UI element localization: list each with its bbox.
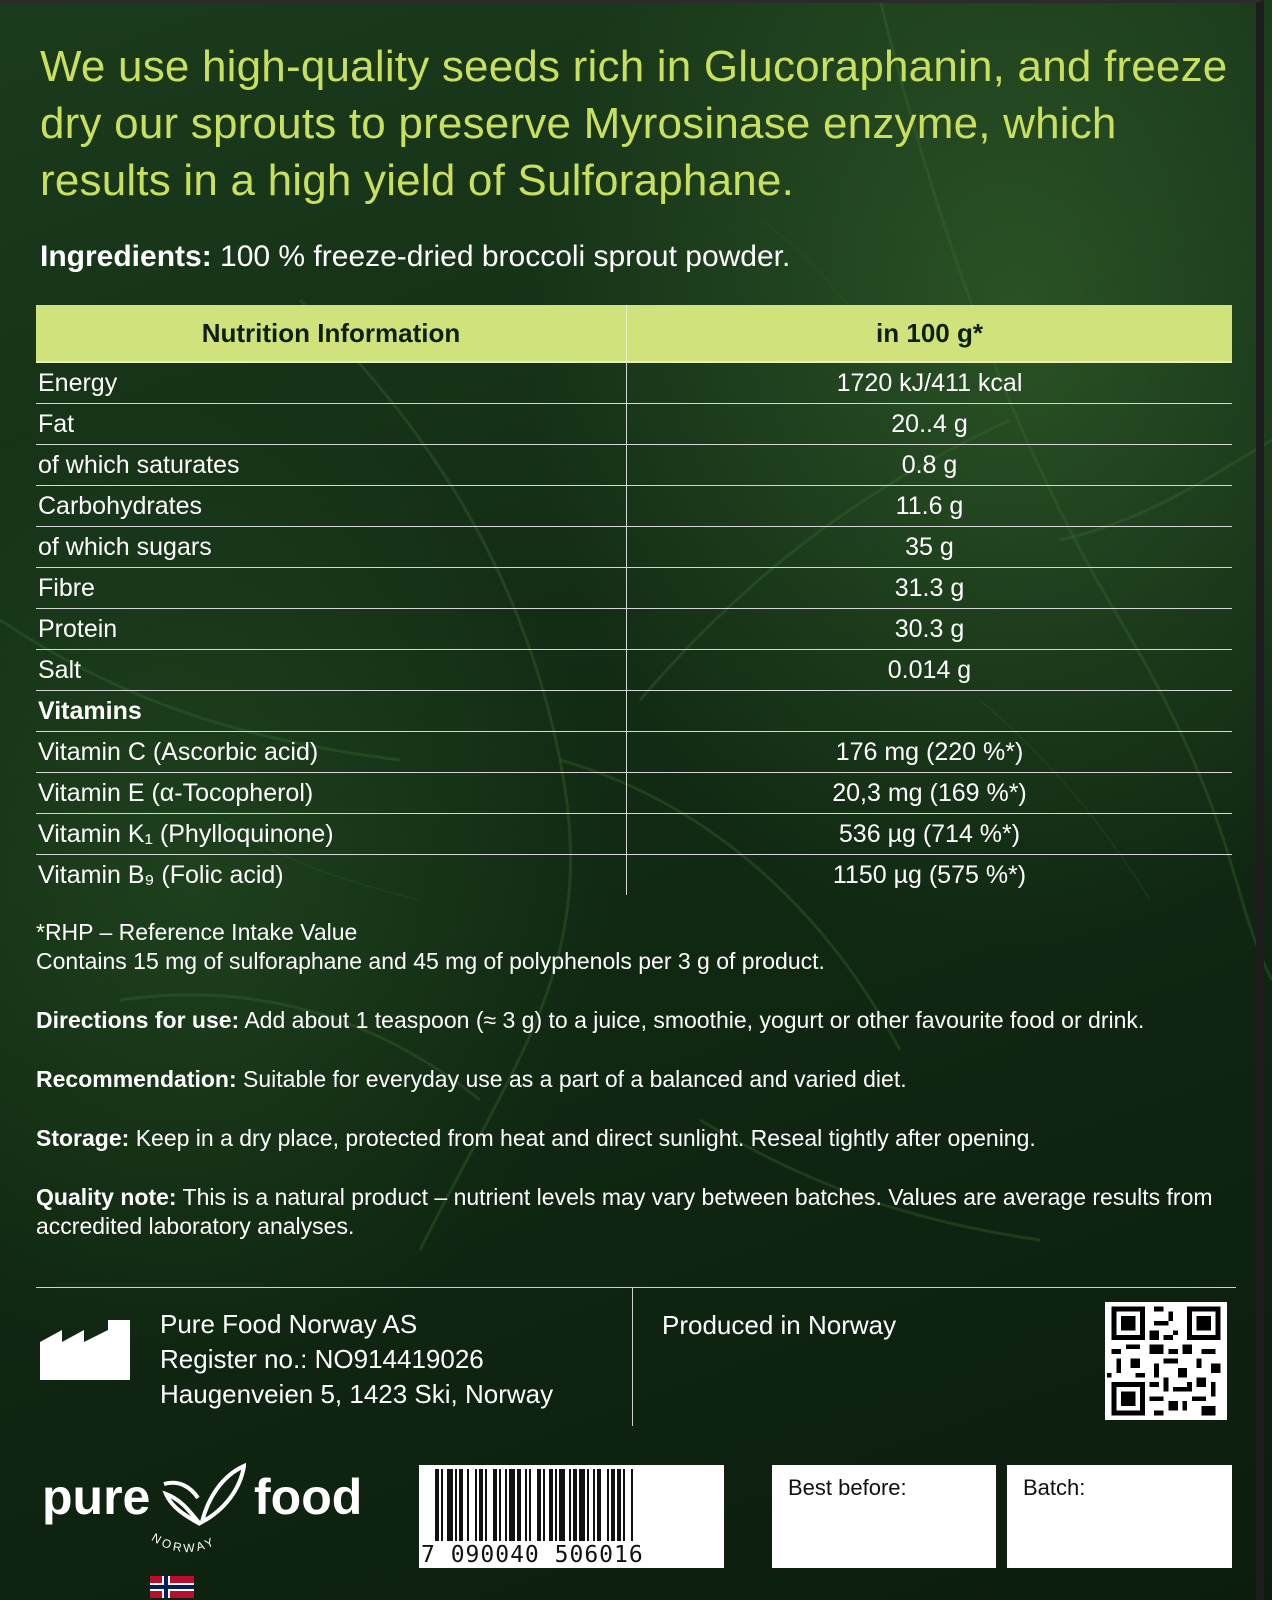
nutrient-name: Carbohydrates [36, 486, 627, 527]
nutrient-name: Vitamin C (Ascorbic acid) [36, 732, 627, 773]
nutrient-value: 31.3 g [627, 568, 1233, 609]
nutrient-value: 20,3 mg (169 %*) [627, 773, 1233, 814]
barcode-bar [485, 1469, 487, 1541]
storage-label: Storage: [36, 1125, 130, 1151]
nutrition-table [36, 305, 1232, 895]
barcode-bar [447, 1469, 453, 1541]
barcode-bar [597, 1469, 601, 1541]
best-before-box [772, 1465, 996, 1568]
barcode-bar [475, 1469, 477, 1541]
table-row [36, 609, 1232, 650]
nutrient-value: 11.6 g [627, 486, 1233, 527]
vitamins-heading: Vitamins [36, 691, 627, 732]
quality-label: Quality note: [36, 1184, 177, 1210]
barcode-bar [587, 1469, 589, 1541]
pure-food-logo [42, 1468, 372, 1598]
barcode-bar [529, 1469, 531, 1541]
barcode-bar [617, 1469, 621, 1541]
table-row [36, 445, 1232, 486]
nutrient-value: 0.014 g [627, 650, 1233, 691]
barcode-bar [505, 1469, 507, 1541]
nutrient-value: 20..4 g [627, 404, 1233, 445]
logo-word-food: food [254, 1469, 363, 1525]
nutrient-value: 1720 kJ/411 kcal [627, 362, 1233, 404]
table-row [36, 650, 1232, 691]
best-before-label: Best before: [788, 1475, 907, 1500]
nutrient-name: Protein [36, 609, 627, 650]
barcode-bar [479, 1469, 483, 1541]
table-row [36, 362, 1232, 404]
barcode-bar [611, 1469, 615, 1541]
barcode-bar [543, 1469, 545, 1541]
directions-text: Add about 1 teaspoon (≈ 3 g) to a juice, smoothie, yogurt or other favourite food or drink. [244, 1007, 1145, 1033]
barcode [419, 1465, 724, 1568]
ingredients-label: Ingredients: [40, 240, 212, 273]
barcode-bar [537, 1469, 541, 1541]
table-row [36, 814, 1232, 855]
barcode-bar [573, 1469, 577, 1541]
barcode-bar [555, 1469, 557, 1541]
quality-note [36, 1183, 1236, 1241]
company-address: Haugenveien 5, 1423 Ski, Norway [160, 1379, 554, 1409]
nutrient-value: 35 g [627, 527, 1233, 568]
ingredients [40, 240, 790, 274]
table-row [36, 855, 1232, 896]
batch-box [1007, 1465, 1232, 1568]
barcode-bar [559, 1469, 565, 1541]
quality-text: This is a natural product – nutrient levels may vary between batches. Values are average results from accredited laboratory analyses. [36, 1184, 1213, 1239]
barcode-bar [593, 1469, 595, 1541]
company-register: Register no.: NO914419026 [160, 1344, 484, 1374]
barcode-digits: 7 090040 506016 [421, 1542, 644, 1568]
nutrient-name: of which sugars [36, 527, 627, 568]
nutrient-name: Vitamin B₉ (Folic acid) [36, 855, 627, 896]
barcode-bar [549, 1469, 553, 1541]
nutrient-value [627, 691, 1233, 732]
barcode-icon [419, 1465, 724, 1545]
svg-text:NORWAY [149, 1530, 218, 1555]
barcode-bar [499, 1469, 501, 1541]
table-row [36, 568, 1232, 609]
intro-text: We use high-quality seeds rich in Glucoraphanin, and freeze dry our sprouts to preserve Myrosinase enzyme, which results in a high yield of Sulforaphane. [40, 42, 1228, 205]
reference-footnote: *RHP – Reference Intake Value [36, 919, 358, 945]
sprout-leaf-icon [160, 1462, 246, 1532]
company-name: Pure Food Norway AS [160, 1309, 418, 1339]
barcode-bar [569, 1469, 571, 1541]
nutrient-name: Fat [36, 404, 627, 445]
barcode-bar [623, 1469, 625, 1541]
barcode-bar [459, 1469, 463, 1541]
barcode-bar [631, 1469, 633, 1541]
table-row [36, 527, 1232, 568]
ingredients-text: 100 % freeze-dried broccoli sprout powder. [220, 240, 791, 273]
nutrient-value: 536 µg (714 %*) [627, 814, 1233, 855]
table-row [36, 732, 1232, 773]
recommendation-label: Recommendation: [36, 1066, 237, 1092]
barcode-bar [467, 1469, 469, 1541]
nutrient-value: 0.8 g [627, 445, 1233, 486]
nutrition-header-amount: in 100 g* [627, 305, 1233, 362]
table-row [36, 486, 1232, 527]
directions [36, 1006, 1236, 1035]
factory-icon [40, 1320, 130, 1380]
nutrition-header-row [36, 305, 1232, 362]
logo-norway-text: NORWAY [149, 1530, 219, 1556]
table-row [36, 404, 1232, 445]
barcode-bar [435, 1469, 439, 1541]
table-row [36, 691, 1232, 732]
nutrient-name: Vitamin E (α-Tocopherol) [36, 773, 627, 814]
directions-label: Directions for use: [36, 1007, 240, 1033]
footer-column-divider [632, 1288, 633, 1426]
logo-word-pure: pure [42, 1469, 151, 1525]
nutrient-value: 1150 µg (575 %*) [832, 860, 1027, 889]
nutrition-header-label: Nutrition Information [36, 305, 627, 362]
produced-in: Produced in Norway [662, 1310, 897, 1340]
nutrient-value: 30.3 g [627, 609, 1233, 650]
contains-text: Contains 15 mg of sulforaphane and 45 mg of polyphenols per 3 g of product. [36, 948, 825, 974]
storage-text: Keep in a dry place, protected from heat and direct sunlight. Reseal tightly after opening. [135, 1125, 1036, 1151]
recommendation [36, 1065, 1236, 1094]
batch-label: Batch: [1023, 1475, 1086, 1500]
footer-divider [36, 1287, 1236, 1288]
norway-arc-text [142, 1528, 232, 1578]
barcode-bar [493, 1469, 497, 1541]
nutrient-name: Energy [36, 362, 627, 404]
qr-code-icon[interactable] [1105, 1302, 1227, 1420]
barcode-bar [579, 1469, 585, 1541]
barcode-bar [517, 1469, 521, 1541]
nutrient-name: Salt [36, 650, 627, 691]
barcode-bar [455, 1469, 457, 1541]
norway-flag-icon [150, 1576, 194, 1598]
company-info [160, 1307, 553, 1412]
barcode-bar [509, 1469, 515, 1541]
nutrient-name: Fibre [36, 568, 627, 609]
table-row [36, 773, 1232, 814]
recommendation-text: Suitable for everyday use as a part of a balanced and varied diet. [243, 1066, 907, 1092]
barcode-bar [525, 1469, 527, 1541]
barcode-bar [607, 1469, 609, 1541]
nutrient-name: of which saturates [36, 445, 627, 486]
product-notes [36, 918, 1236, 1241]
nutrient-value: 176 mg (220 %*) [627, 732, 1233, 773]
nutrient-name: Vitamin K₁ (Phylloquinone) [36, 814, 627, 855]
barcode-bar [441, 1469, 443, 1541]
storage [36, 1124, 1236, 1153]
